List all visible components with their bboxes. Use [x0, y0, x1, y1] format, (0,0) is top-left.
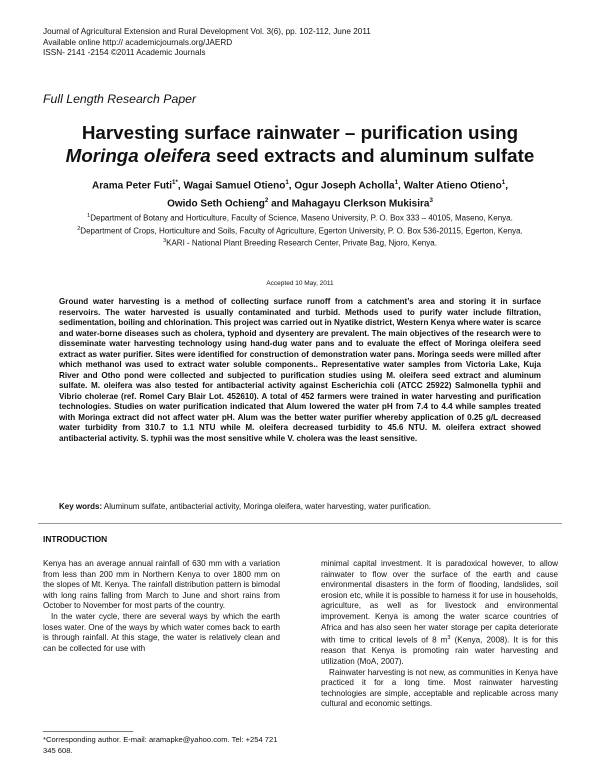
author-affiliation-mark: 1: [501, 179, 506, 186]
author-list: Arama Peter Futi$^{1*}$, Wagai Samuel Otieno$^1$, Ogur Joseph Acholla$^1$, Walter Atieno Otieno$^1$, Owido Seth Ochieng$^2$ and Mahagayu Clerkson Mukisira$^3$: [92, 179, 508, 210]
footnote-divider: [43, 731, 133, 732]
author-name: Ogur Joseph Acholla: [294, 180, 395, 192]
author-affiliation-mark: 1: [285, 179, 289, 186]
right-column: [321, 559, 558, 710]
author-affiliation-mark: 3: [429, 197, 433, 205]
keywords: [59, 502, 541, 513]
author-affiliation-mark: 1*: [172, 179, 178, 186]
author-name: Mahagayu Clerkson Mukisira: [291, 198, 430, 210]
author-name: Walter Atieno Otieno: [403, 180, 502, 192]
author-affiliation-mark: 1: [394, 179, 399, 186]
abstract-text: Ground water harvesting is a method of collecting surface runoff from a catchment’s area and storing it in surface reservoirs. The water harvested is usually contaminated and turbid. Methods used to purify water include filtration, sedimentation, boiling and chlorination. This project was carried out in Nyatike district, Western Kenya where water is scarce and water-borne diseases such as cholera, typhoid and dysentery are prevalent. The main objectives of the research were to disseminate water harvesting technology using hand-dug water pans and to evaluate the effect of Moringa oleifera seed extract as water purifier. Sites were identified for construction of demonstration water pans. Moringa seeds were milled after which methanol was used to extract water soluble components.. Representative water samples from Victoria Lake, Kuja River and Otho pond were collected and subjected to purification studies using M. oleifera seed extract and aluminum sulfate. M. oleifera was also tested for antibacterial activity against Escherichia coli (ATCC 25922) Salmonella typhii and Vibrio cholerae (ref. Romel Cary Blair Lot. 452610). A total of 452 farmers were trained in water harvesting and purification technologies. Studies on water purification indicated that Alum lowered the water pH from 7.4 to 4.4 while samples treated with Moringa extract did not affect water pH. Alum was the better water purifier whereby application of 0.25 g/L decreased water turbidity from 310.7 to 1.1 NTU while M. oleifera decreased turbidity to 45.6 NTU. M. oleifera extract showed antibacterial activity. S. typhii was the most sensitive while V. cholera was the least sensitive.: [59, 297, 541, 443]
title-species: Moringa oleifera: [65, 145, 211, 166]
affiliations: [40, 211, 560, 249]
intro-paragraph-4: Rainwater harvesting is not new, as communities in Kenya have practiced it for a long time. Most rainwater harvesting technologies are simple, acceptable and replicable across many cultural and economic settings.: [321, 667, 558, 709]
author-name: Arama Peter Futi: [92, 180, 173, 192]
journal-url: Available online http:// academicjournals.org/JAERD: [43, 37, 233, 47]
author-name: Owido Seth Ochieng: [167, 198, 265, 210]
affiliation-3: $^3$KARI - National Plant Breeding Research Center, Private Bag, Njoro, Kenya.: [163, 238, 437, 248]
author-name: Wagai Samuel Otieno: [183, 180, 286, 192]
intro-paragraph-3: minimal capital investment. It is paradoxical however, to allow rainwater to flow over the surface of the earth and cause environmental disasters in the form of flooding, landslides, soil erosion etc, while it is possible to harness it for use in households, agriculture, as well as for livestock and environmental improvement. Kenya is among the water scarce countries of Africa and has also seen her water storage per capita deteriorate with time to critical levels of 8 $m^3$ (Kenya, 2008). It is for this reason that Kenya is promoting rain water harvesting and utilization (MoA, 2007).: [321, 559, 559, 667]
abstract: [59, 297, 541, 444]
affiliation-1: $^1$Department of Botany and Horticulture, Faculty of Science, Maseno University, P. O. Box 333 – 40105, Maseno, Kenya.: [87, 213, 513, 223]
introduction-heading: INTRODUCTION: [43, 534, 108, 544]
intro-paragraph-2: In the water cycle, there are several ways by which the earth loses water. One of the ways by which water comes back to earth is through rainfall. At this stage, the water is relatively clean and can be collected for use with: [43, 611, 280, 653]
journal-citation: Journal of Agricultural Extension and Rural Development Vol. 3(6), pp. 102-112, June 2011: [43, 27, 371, 36]
journal-header: [43, 27, 371, 59]
section-divider: [38, 523, 562, 524]
paper-title: [40, 121, 560, 167]
intro-paragraph-1: Kenya has an average annual rainfall of 630 mm with a variation from less than 200 mm in Northern Kenya to over 1800 mm on the slopes of Mt. Kenya. The rainfall distribution pattern is bimodal with long rains falling from March to June and short rains from October to November for most parts of the country.: [43, 559, 280, 611]
author-affiliation-mark: 2: [264, 197, 269, 205]
paper-type-label: Full Length Research Paper: [43, 92, 197, 106]
title-line-1: Harvesting surface rainwater – purification using: [81, 122, 519, 143]
title-rest: seed extracts and aluminum sulfate: [210, 145, 535, 166]
corresponding-author-footnote: *Corresponding author. E-mail: aramapke@yahoo.com. Tel: +254 721 345 608.: [43, 735, 278, 755]
left-column: [43, 559, 280, 654]
title-line-2: [40, 144, 560, 167]
keywords-label: Key words:: [59, 502, 103, 511]
affiliation-2: $^2$Department of Crops, Horticulture and Soils, Faculty of Agriculture, Egerton University, P. O. Box 536-20115, Egerton, Kenya.: [77, 225, 523, 236]
journal-issn: ISSN- 2141 -2154 ©2011 Academic Journals: [43, 48, 206, 58]
keywords-text: Aluminum sulfate, antibacterial activity, Moringa oleifera, water harvesting, water purification.: [102, 502, 432, 511]
accepted-date: Accepted 10 May, 2011: [266, 280, 334, 287]
